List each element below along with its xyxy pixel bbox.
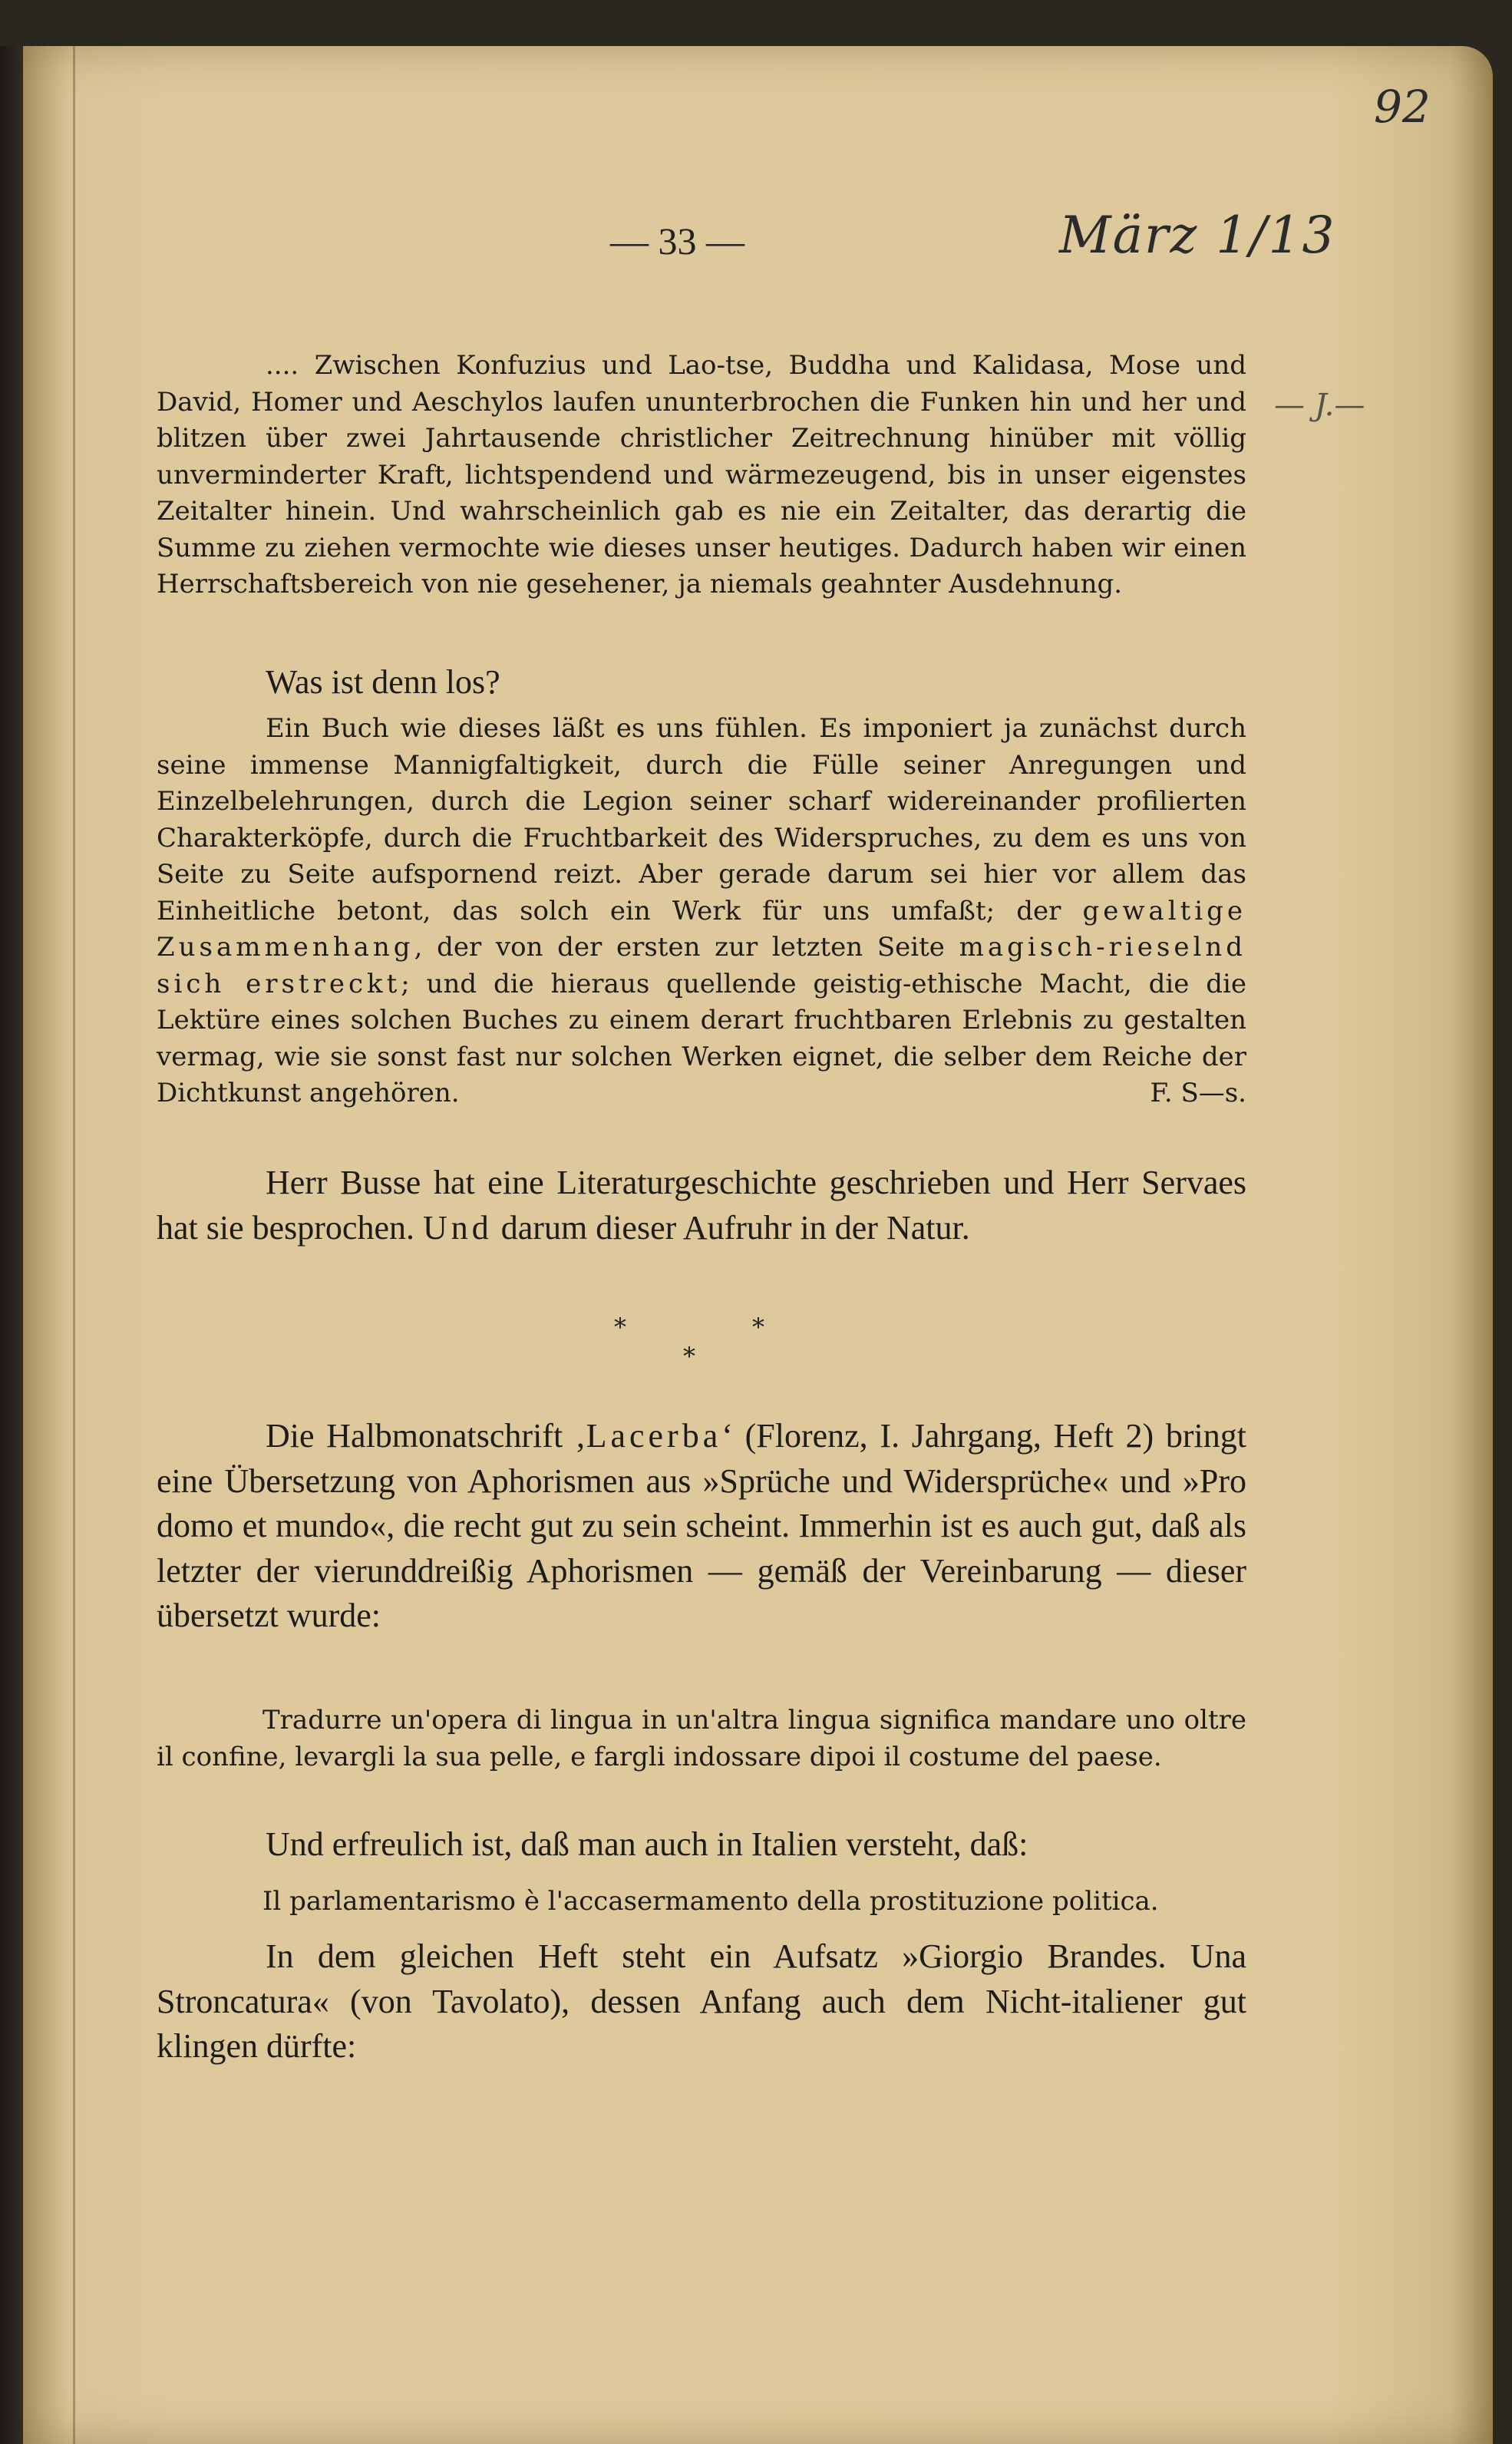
handwritten-date: März 1/13 [1059, 206, 1336, 265]
comment-text-b: darum dieser Aufruhr in der Natur. [492, 1208, 970, 1247]
quote2-spaced-2: magisch-rieselnd sich erstreckt [157, 932, 1246, 999]
italian1-text: Tradurre un'opera di lingua in un'altra lingua significa mandare uno oltre il confine, levargli la sua pelle, e fargli indossare dipoi il costume del paese. [157, 1705, 1246, 1772]
handwritten-margin-note: — J.— [1274, 388, 1365, 423]
brandes-paragraph [157, 1934, 1246, 2069]
italy-paragraph [157, 1822, 1246, 1868]
question-text: Was ist denn los? [266, 663, 500, 701]
italian2-text: Il parlamentarismo è l'accasermamento della prostituzione politica. [262, 1886, 1159, 1917]
lacerba-paragraph [157, 1414, 1246, 1639]
comment-text-a: Herr Busse hat eine Literaturgeschichte geschrieben und Herr Servaes hat sie besprochen. [157, 1164, 1246, 1247]
para2-text: Und erfreulich ist, daß man auch in Italien versteht, daß: [266, 1825, 1028, 1863]
para1-text-a: Die Halbmonatschrift ‚ [266, 1417, 586, 1455]
quote-paragraph-2 [157, 711, 1246, 1112]
italian-aphorism-1 [157, 1703, 1246, 1775]
page-fold-line [73, 46, 75, 2444]
italian-aphorism-2 [157, 1884, 1246, 1921]
quote2-text-a: Ein Buch wie dieses läßt es uns fühlen. Es imponiert ja zunächst durch seine immense Mannigfaltigkeit, durch die Fülle seiner Anregungen und Einzelbelehrungen, durch die Legion seiner scharf widereinander profilierten Charakterköpfe, durch die Fruchtbarkeit des Widerspruches, zu dem es uns von Seite zu Seite aufspornend reizt. Aber gerade darum sei hier vor allem das Einheitliche betont, das solch ein Werk für uns umfaßt; der [157, 713, 1246, 926]
page-number: — 33 — [610, 220, 744, 263]
quote-signature: F. S—s. [1150, 1078, 1246, 1108]
quote2-text-b: , der von der ersten zur letzten Seite [414, 932, 959, 963]
para3-text: In dem gleichen Heft steht ein Aufsatz »Giorgio Brandes. Una Stroncatura« (von Tavolato), dessen Anfang auch dem Nicht-italiener gut klingen dürfte: [157, 1937, 1246, 2065]
separator-star-3: * [683, 1342, 695, 1371]
lacerba-title: Lacerba [586, 1417, 722, 1455]
separator-star-1: * [614, 1313, 626, 1342]
para1-text-b: ‘ (Florenz, I. Jahrgang, Heft 2) bringt eine Übersetzung von Aphorismen aus »Sprüche und Widersprüche« und »Pro domo et mundo«, die recht gut zu sein scheint. Immerhin ist es auch gut, daß als letzter der vierunddreißig Aphorismen — gemäß der Vereinbarung — dieser übersetzt wurde: [157, 1417, 1246, 1634]
comment-paragraph [157, 1161, 1246, 1250]
quote2-text-c: ; und die hieraus quellende geistig-ethische Macht, die die Lektüre eines solchen Buches zu einem derart fruchtbaren Erlebnis zu gestalten vermag, wie sie sonst fast nur solchen Werken eignet, die selber dem Reiche der Dichtkunst angehören. [157, 968, 1246, 1108]
handwritten-sheet-number: 92 [1374, 81, 1431, 133]
comment-spaced: Und [423, 1208, 493, 1247]
quote-text-1: .... Zwischen Konfuzius und Lao-tse, Buddha und Kalidasa, Mose und David, Homer und Aeschylos laufen ununterbrochen die Funken hin und her und blitzen über zwei Jahrtausende christlicher Zeitrechnung hinüber mit völlig unverminderter Kraft, lichtspendend und wärmezeugend, bis in unser eigenstes Zeitalter hinein. Und wahrscheinlich gab es nie ein Zeitalter, das derartig die Summe zu ziehen vermochte wie dieses unser heutiges. Dadurch haben wir einen Herrschaftsbereich von nie gesehener, ja niemals geahnter Ausdehnung. [157, 350, 1246, 599]
separator-star-2: * [752, 1313, 764, 1342]
quote2-spaced-1: gewaltige Zusammenhang [157, 895, 1246, 963]
question-heading [157, 660, 1246, 705]
quote-paragraph-1 [157, 348, 1246, 603]
